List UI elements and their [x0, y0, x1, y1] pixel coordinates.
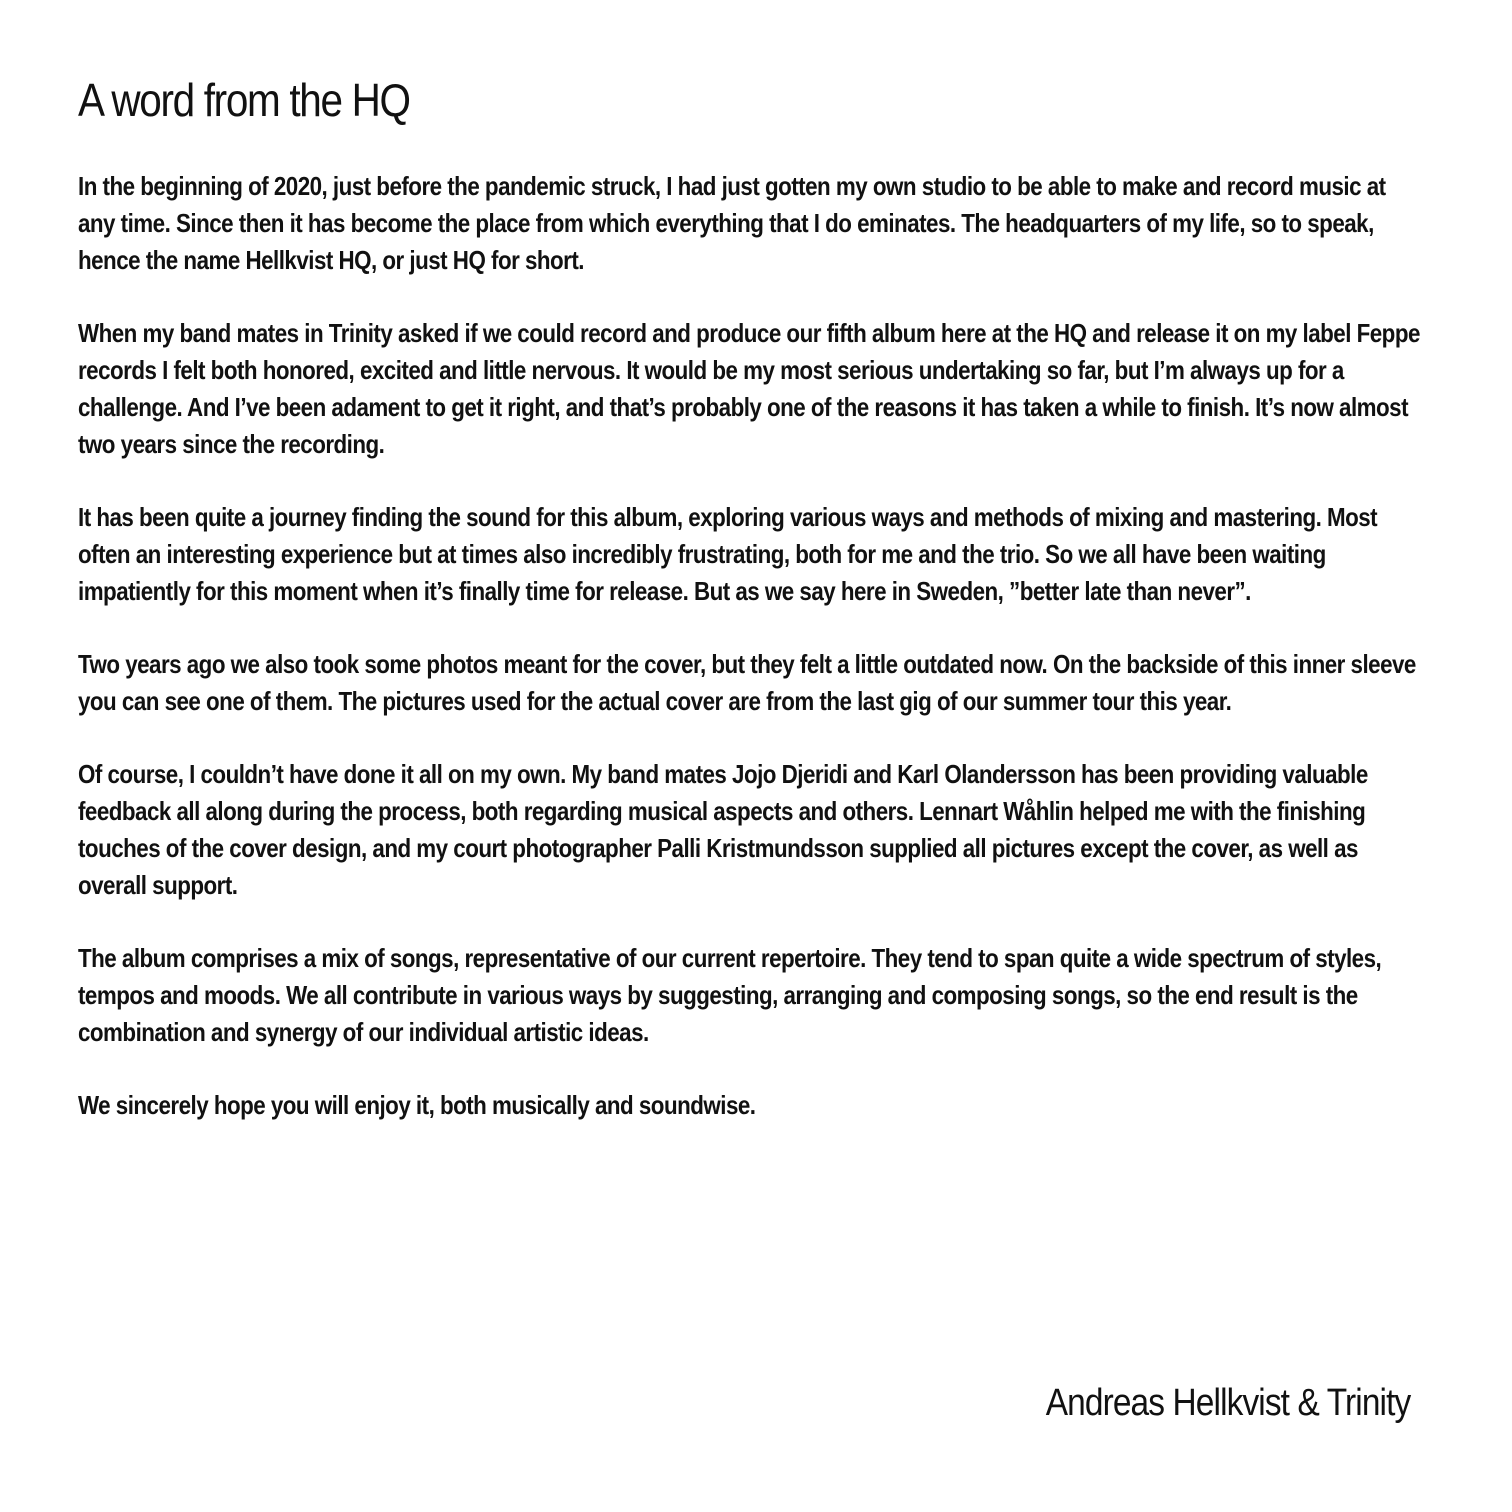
- paragraph-6: The album comprises a mix of songs, representative of our current repertoire. They tend to span quite a wide spectrum of styles, tempos and moods. We all contribute in various ways by suggesting, arranging and composing songs, so the end result is the combination and synergy of our individual artistic ideas.: [78, 943, 1382, 1047]
- paragraph-1: In the beginning of 2020, just before the pandemic struck, I had just gotten my own studio to be able to make and record music at any time. Since then it has become the place from which everything that I do eminates. The headquarters of my life, so to speak, hence the name Hellkvist HQ, or just HQ for short.: [78, 171, 1386, 275]
- paragraph-4: Two years ago we also took some photos meant for the cover, but they felt a little outdated now. On the backside of this inner sleeve you can see one of them. The pictures used for the actual cover are from the last gig of our summer tour this year.: [78, 649, 1416, 716]
- paragraph-3: It has been quite a journey finding the sound for this album, exploring various ways and methods of mixing and mastering. Most often an interesting experience but at times also incredibly frustrating, both for me and the trio. So we all have been waiting impatiently for this moment when it’s finally time for release. But as we say here in Sweden, ”better late than never”.: [78, 502, 1378, 606]
- letter-body: [78, 168, 1428, 1124]
- paragraph-7: We sincerely hope you will enjoy it, both musically and soundwise.: [78, 1090, 756, 1120]
- page-title: A word from the HQ: [78, 74, 410, 126]
- signature: Andreas Hellkvist & Trinity: [1045, 1382, 1410, 1424]
- paragraph-2: When my band mates in Trinity asked if we could record and produce our fifth album here at the HQ and release it on my label Feppe records I felt both honored, excited and little nervous. It would be my most serious undertaking so far, but I’m always up for a challenge. And I’ve been adament to get it right, and that’s probably one of the reasons it has taken a while to finish. It’s now almost two years since the recording.: [78, 318, 1420, 459]
- paragraph-5: Of course, I couldn’t have done it all on my own. My band mates Jojo Djeridi and Karl Olandersson has been providing valuable feedback all along during the process, both regarding musical aspects and others. Lennart Wåhlin helped me with the finishing touches of the cover design, and my court photographer Palli Kristmundsson supplied all pictures except the cover, as well as overall support.: [78, 759, 1368, 900]
